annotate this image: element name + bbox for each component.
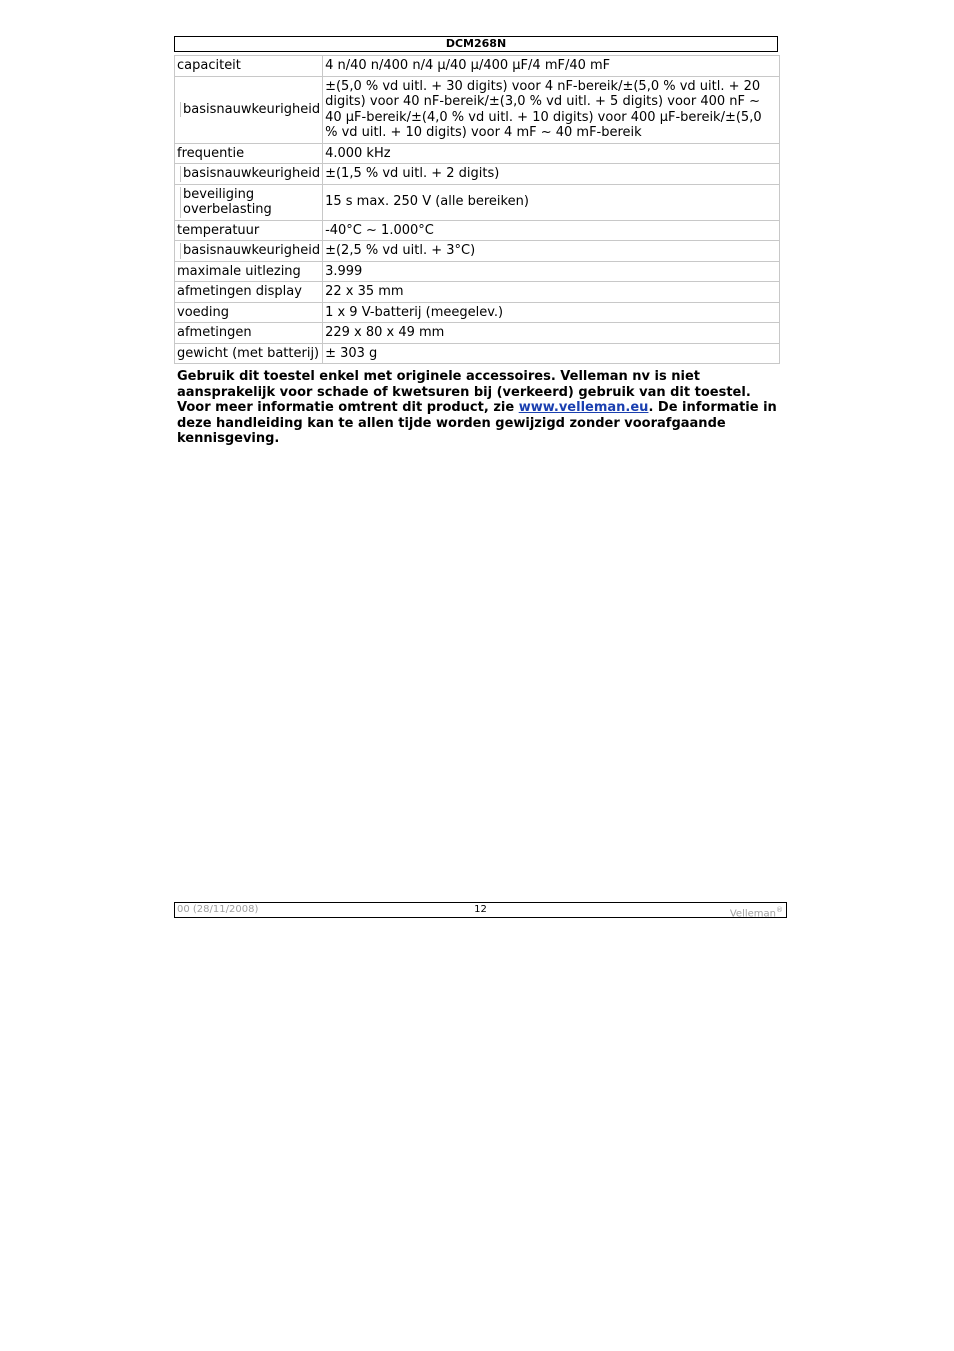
spec-value: ±(1,5 % vd uitl. + 2 digits) bbox=[323, 164, 780, 185]
document-header bbox=[174, 36, 778, 52]
spec-row bbox=[175, 282, 780, 303]
spec-row bbox=[175, 302, 780, 323]
spec-label-text: afmetingen display bbox=[177, 284, 302, 299]
spec-label-text: temperatuur bbox=[177, 222, 260, 238]
spec-label-text: maximale uitlezing bbox=[177, 263, 301, 279]
disclaimer-text-after: . De informatie in deze handleiding kan te allen tijde worden gewijzigd zonder voorafgaande kennisgeving. bbox=[177, 400, 777, 447]
spec-label bbox=[175, 220, 323, 241]
spec-row bbox=[175, 261, 780, 282]
spec-row bbox=[175, 241, 780, 262]
page-footer bbox=[174, 902, 787, 918]
spec-value: 1 x 9 V-batterij (meegelev.) bbox=[323, 302, 780, 323]
velleman-website-link[interactable]: www.velleman.eu bbox=[518, 400, 649, 416]
spec-label-text: beveiliging overbelasting bbox=[180, 187, 320, 218]
spec-label-text: capaciteit bbox=[177, 58, 241, 73]
spec-value: -40°C ~ 1.000°C bbox=[323, 220, 780, 241]
spec-label bbox=[175, 56, 323, 77]
spec-label bbox=[175, 164, 323, 185]
spec-label bbox=[175, 241, 323, 262]
registered-mark: ® bbox=[776, 906, 783, 914]
spec-value: ±(2,5 % vd uitl. + 3°C) bbox=[323, 241, 780, 262]
disclaimer-text-before: Gebruik dit toestel enkel met originele accessoires. Velleman nv is niet aansprakelijk voor schade of kwetsuren bij (verkeerd) gebruik van dit toestel. Voor meer informatie omtrent dit product, zie bbox=[177, 369, 751, 416]
spec-label bbox=[175, 282, 323, 303]
disclaimer-paragraph bbox=[177, 369, 777, 447]
spec-value: 3.999 bbox=[323, 261, 780, 282]
spec-value: 4.000 kHz bbox=[323, 143, 780, 164]
spec-row bbox=[175, 56, 780, 77]
spec-label-text: basisnauwkeurigheid bbox=[180, 166, 320, 182]
spec-row bbox=[175, 76, 780, 143]
spec-value: 229 x 80 x 49 mm bbox=[323, 323, 780, 344]
spec-label-text: basisnauwkeurigheid bbox=[180, 243, 320, 259]
model-title: DCM268N bbox=[445, 37, 507, 50]
footer-version-date: 00 (28/11/2008) bbox=[177, 904, 259, 915]
spec-label-text: voeding bbox=[177, 304, 229, 320]
spec-value: 15 s max. 250 V (alle bereiken) bbox=[323, 184, 780, 220]
spec-row bbox=[175, 143, 780, 164]
page-number: 12 bbox=[474, 904, 487, 915]
spec-row bbox=[175, 164, 780, 185]
spec-label bbox=[175, 343, 323, 364]
spec-label-text: gewicht (met batterij) bbox=[177, 345, 320, 361]
spec-label-text: frequentie bbox=[177, 145, 245, 161]
spec-value: ±(5,0 % vd uitl. + 30 digits) voor 4 nF-bereik/±(5,0 % vd uitl. + 20 digits) voor 40 nF-bereik/±(3,0 % vd uitl. + 5 digits) voor 400 nF ~ 40 µF-bereik/±(4,0 % vd uitl. + 10 digits) voor 400 µF-bereik/±(5,0 % vd uitl. + 10 digits) voor 4 mF ~ 40 mF-bereik bbox=[323, 76, 780, 143]
spec-row bbox=[175, 323, 780, 344]
spec-label bbox=[175, 302, 323, 323]
spec-label-text: basisnauwkeurigheid bbox=[180, 102, 320, 118]
spec-value: 4 n/40 n/400 n/4 µ/40 µ/400 µF/4 mF/40 mF bbox=[323, 56, 780, 77]
spec-label bbox=[175, 323, 323, 344]
spec-label bbox=[175, 143, 323, 164]
spec-label bbox=[175, 184, 323, 220]
spec-value: 22 x 35 mm bbox=[323, 282, 780, 303]
spec-label bbox=[175, 261, 323, 282]
brand-name: Velleman bbox=[729, 908, 776, 920]
specifications-body bbox=[175, 56, 780, 364]
spec-label bbox=[175, 76, 323, 143]
spec-row bbox=[175, 343, 780, 364]
spec-value: ± 303 g bbox=[323, 343, 780, 364]
spec-row bbox=[175, 184, 780, 220]
specifications-table bbox=[174, 55, 780, 364]
footer-brand bbox=[730, 903, 783, 921]
spec-label-text: afmetingen bbox=[177, 325, 252, 340]
spec-row bbox=[175, 220, 780, 241]
